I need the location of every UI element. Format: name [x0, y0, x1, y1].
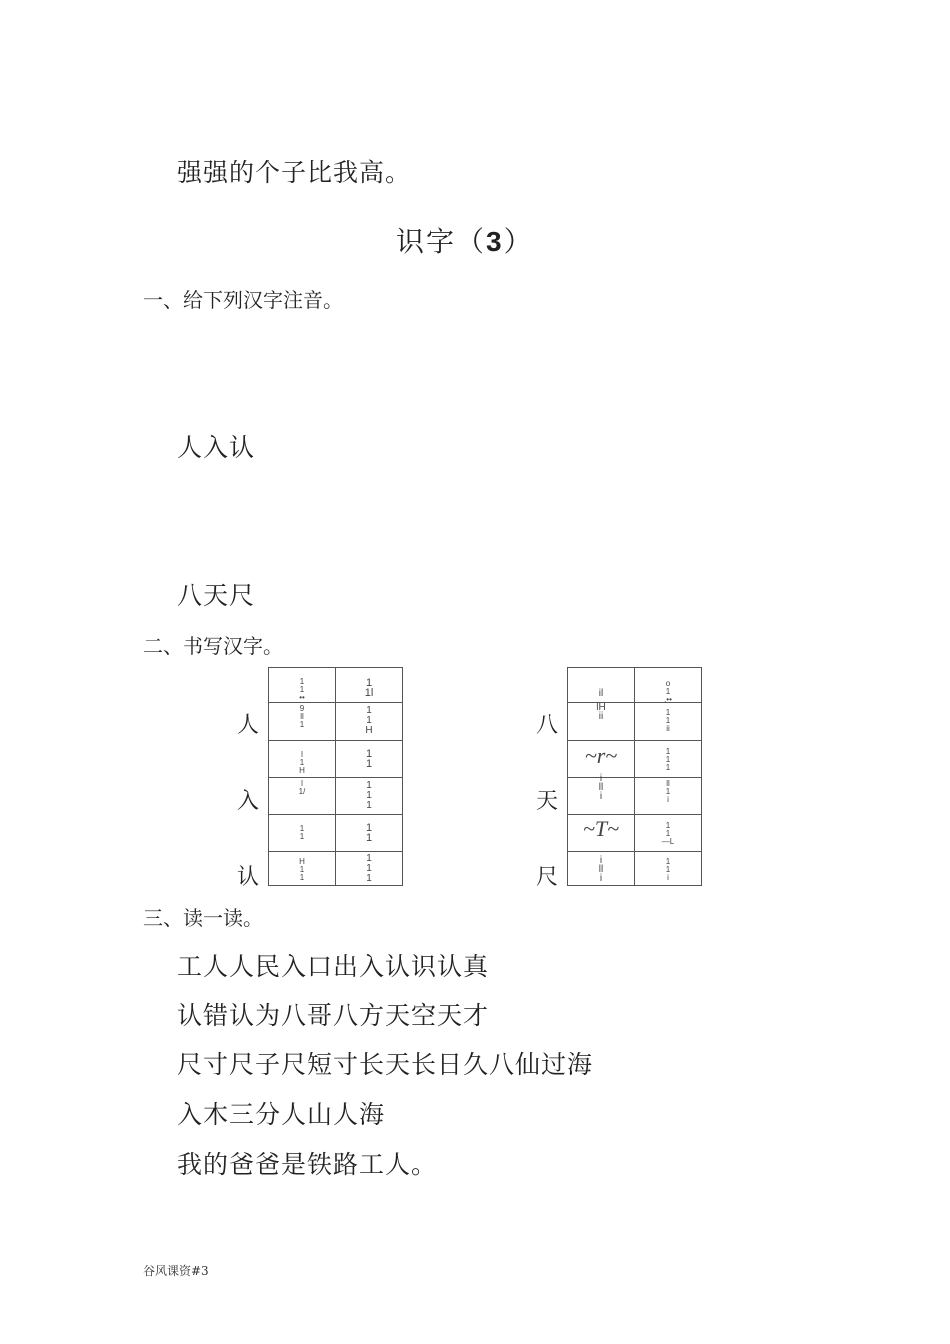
grid-cell[interactable] [269, 852, 336, 886]
writing-char-ren4: 认 [237, 865, 260, 890]
grid-cell[interactable] [336, 778, 403, 815]
previous-sentence: 强强的个子比我高。 [177, 158, 412, 187]
title-close: ） [503, 225, 534, 258]
grid-cell[interactable] [568, 773, 635, 815]
grid-cell[interactable] [568, 741, 635, 778]
scan-mark: 1 1 [299, 824, 305, 841]
scan-mark: o 1 ,•• [664, 679, 672, 704]
grid-cell[interactable] [269, 741, 336, 778]
section1-heading: 一、给下列汉字注音。 [143, 288, 343, 312]
scan-mark: 1 1l [364, 677, 374, 699]
scan-mark: H 1 1 [299, 857, 305, 882]
writing-grid-left [268, 667, 403, 886]
writing-char-tian: 天 [536, 789, 559, 814]
scan-mark: ~T~ [582, 816, 620, 841]
grid-cell[interactable] [635, 703, 702, 741]
scan-mark: i ll i [598, 773, 604, 802]
writing-grid-right [567, 667, 702, 886]
scan-mark: 1 1 [365, 822, 373, 844]
grid-cell[interactable] [336, 668, 403, 703]
scan-mark: 1 1 ii [665, 708, 671, 733]
scan-mark: 1 1 —L [661, 821, 675, 846]
scan-mark: l 1 H [299, 750, 305, 775]
writing-char-ren: 人 [237, 713, 260, 738]
grid-cell[interactable] [336, 815, 403, 852]
grid-cell[interactable] [635, 778, 702, 815]
reading-line: 入木三分人山人海 [177, 1100, 386, 1129]
grid-cell[interactable] [269, 815, 336, 852]
grid-cell[interactable] [336, 852, 403, 886]
scan-mark: 1 1 1 [665, 747, 671, 772]
reading-line: 我的爸爸是铁路工人。 [177, 1150, 438, 1179]
writing-char-ru: 入 [237, 789, 260, 814]
grid-cell[interactable] [635, 741, 702, 778]
grid-cell[interactable] [635, 815, 702, 852]
page-footer: 谷风课资#3 [143, 1264, 209, 1278]
scan-mark: 1 1 1 [366, 780, 372, 811]
scan-mark: 1 1 [365, 748, 373, 770]
grid-cell[interactable] [269, 668, 336, 703]
pinyin-row-1: 人入认 [177, 433, 256, 462]
grid-cell[interactable] [269, 778, 336, 815]
page-title [396, 220, 534, 260]
grid-cell[interactable] [568, 852, 635, 886]
section2-heading: 二、书写汉字。 [143, 634, 283, 658]
scan-mark: 1 1 1 [366, 853, 372, 884]
writing-char-chi: 尺 [536, 865, 559, 890]
pinyin-row-2: 八天尺 [177, 581, 256, 610]
grid-cell[interactable] [269, 703, 336, 741]
grid-cell[interactable] [568, 815, 635, 852]
grid-cell[interactable] [635, 852, 702, 886]
scan-mark: l 1/ [298, 779, 306, 796]
writing-char-ba: 八 [536, 713, 559, 738]
scan-mark: ll 1 i [665, 779, 671, 804]
section3-heading: 三、读一读。 [143, 906, 263, 930]
scan-mark: 9 ll 1 [299, 704, 305, 729]
grid-cell[interactable] [336, 741, 403, 778]
grid-cell[interactable] [336, 703, 403, 741]
grid-cell[interactable] [568, 703, 635, 741]
scan-mark: ~r~ [584, 743, 618, 768]
scan-mark: il [598, 688, 604, 699]
title-number: 3 [486, 226, 504, 257]
grid-cell[interactable] [568, 668, 635, 703]
scan-mark: lH ii [596, 702, 606, 722]
reading-line: 认错认为八哥八方天空天才 [177, 1001, 490, 1030]
scan-mark: 1 1 i [665, 857, 671, 882]
reading-line: 尺寸尺子尺短寸长天长日久八仙过海 [177, 1050, 594, 1079]
reading-line: 工人人民入口出入认识认真 [177, 952, 490, 981]
scan-mark: i ll i [598, 855, 604, 884]
scan-mark: 1 1 •• [299, 677, 305, 702]
scan-mark: 1 1 H [365, 705, 373, 736]
title-text: 识字（ [396, 225, 487, 258]
grid-cell[interactable] [635, 668, 702, 703]
